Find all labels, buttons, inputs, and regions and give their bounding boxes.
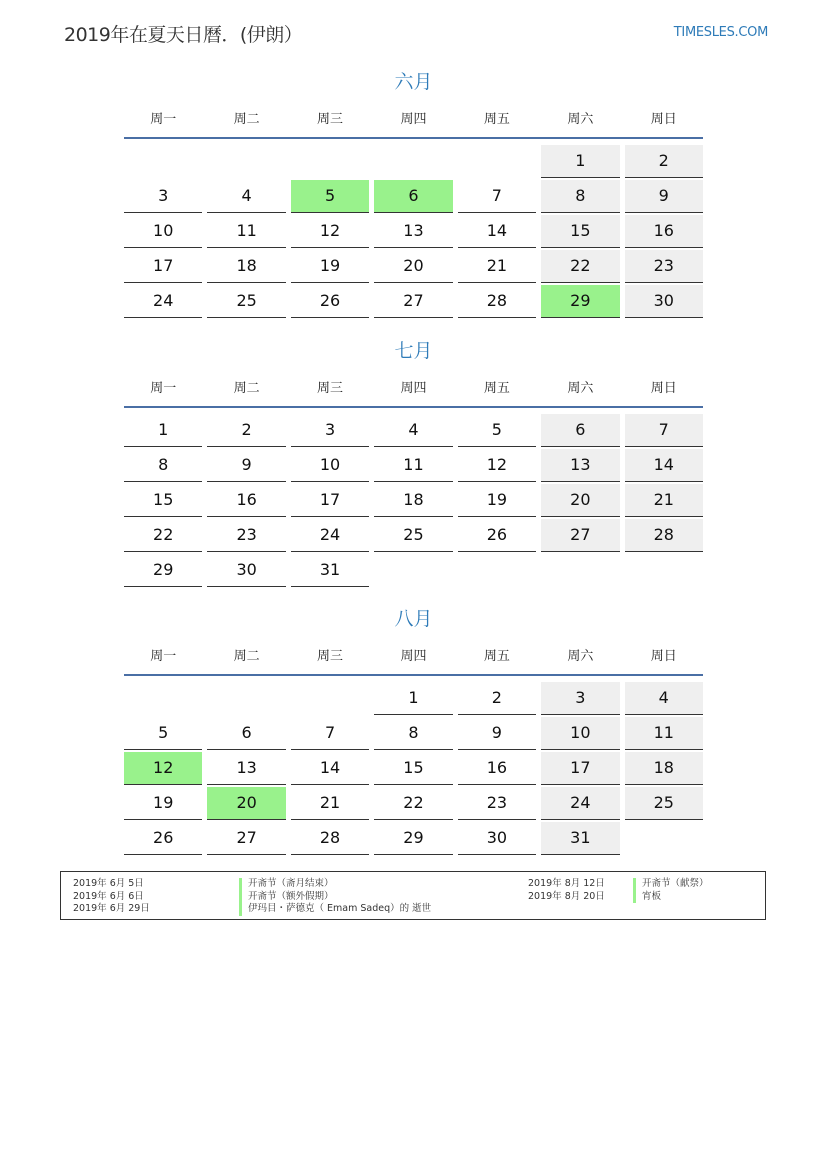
- legend-date: 2019年 8月 12日: [528, 878, 605, 889]
- empty-cell: [291, 682, 369, 714]
- day-cell: 16: [458, 752, 536, 785]
- weekday-label: 周六: [567, 111, 594, 127]
- weekday-label: 周三: [317, 111, 344, 127]
- day-cell: 3: [291, 414, 369, 447]
- day-cell: 21: [625, 484, 703, 517]
- weekday-label: 周三: [317, 380, 344, 396]
- legend-holiday-name: 宵板: [633, 891, 709, 904]
- month-title: 八月: [394, 608, 433, 630]
- day-cell: 23: [625, 250, 703, 283]
- month-title: 七月: [394, 340, 433, 362]
- week-row: [124, 484, 703, 517]
- week-row: [124, 180, 703, 213]
- empty-cell: [458, 145, 536, 177]
- page-title: 2019年在夏天日曆．(伊朗）: [64, 24, 303, 46]
- day-cell: 18: [374, 484, 452, 517]
- day-cell: 6: [541, 414, 619, 447]
- weekday-label: 周五: [483, 111, 510, 127]
- day-cell: 17: [291, 484, 369, 517]
- day-cell: 13: [374, 215, 452, 248]
- week-row: [124, 250, 703, 283]
- holiday-day-cell: 20: [207, 787, 285, 820]
- day-cell: 31: [541, 822, 619, 855]
- day-cell: 28: [625, 519, 703, 552]
- week-row: [124, 145, 703, 178]
- day-cell: 21: [291, 787, 369, 820]
- day-cell: 23: [458, 787, 536, 820]
- day-cell: 29: [124, 554, 202, 587]
- day-cell: 11: [374, 449, 452, 482]
- day-cell: 24: [291, 519, 369, 552]
- day-cell: 26: [124, 822, 202, 855]
- day-cell: 3: [541, 682, 619, 715]
- week-row: [124, 519, 703, 552]
- day-cell: 9: [207, 449, 285, 482]
- empty-cell: [625, 822, 703, 854]
- weekday-label: 周一: [150, 648, 177, 664]
- day-cell: 1: [541, 145, 619, 178]
- day-cell: 25: [207, 285, 285, 318]
- legend-holiday-name: 开斋节（额外假期）: [239, 891, 431, 904]
- week-row: [124, 822, 703, 855]
- day-cell: 8: [541, 180, 619, 213]
- legend-holiday-name: 开斋节（献祭）: [633, 878, 709, 891]
- weekday-label: 周二: [233, 380, 260, 396]
- day-cell: 14: [625, 449, 703, 482]
- day-cell: 7: [625, 414, 703, 447]
- weekday-label: 周二: [233, 111, 260, 127]
- legend-holiday-name: 伊玛目・萨德克（ Emam Sadeq）的 逝世: [239, 903, 431, 916]
- day-cell: 25: [625, 787, 703, 820]
- day-cell: 11: [625, 717, 703, 750]
- weekday-label: 周六: [567, 380, 594, 396]
- holiday-day-cell: 5: [291, 180, 369, 213]
- day-cell: 13: [541, 449, 619, 482]
- day-cell: 3: [124, 180, 202, 213]
- day-cell: 9: [625, 180, 703, 213]
- weeks-grid: [124, 676, 703, 855]
- day-cell: 16: [207, 484, 285, 517]
- day-cell: 5: [458, 414, 536, 447]
- week-row: [124, 215, 703, 248]
- day-cell: 1: [124, 414, 202, 447]
- day-cell: 27: [374, 285, 452, 318]
- day-cell: 22: [541, 250, 619, 283]
- empty-cell: [291, 145, 369, 177]
- weekday-header-row: [124, 97, 703, 139]
- weeks-grid: [124, 408, 703, 587]
- day-cell: 8: [374, 717, 452, 750]
- empty-cell: [207, 145, 285, 177]
- day-cell: 21: [458, 250, 536, 283]
- day-cell: 7: [458, 180, 536, 213]
- week-row: [124, 554, 703, 587]
- month-section: [124, 67, 703, 318]
- day-cell: 31: [291, 554, 369, 587]
- legend-left-names: [239, 878, 431, 916]
- legend-holiday-name: 开斋节（斋月结束）: [239, 878, 431, 891]
- legend-date: 2019年 6月 6日: [73, 890, 144, 902]
- day-cell: 28: [458, 285, 536, 318]
- empty-cell: [374, 554, 452, 586]
- day-cell: 10: [291, 449, 369, 482]
- legend-date: 2019年 6月 5日: [73, 878, 144, 889]
- holiday-day-cell: 29: [541, 285, 619, 318]
- empty-cell: [625, 554, 703, 586]
- day-cell: 17: [541, 752, 619, 785]
- day-cell: 12: [291, 215, 369, 248]
- day-cell: 11: [207, 215, 285, 248]
- empty-cell: [207, 682, 285, 714]
- day-cell: 24: [541, 787, 619, 820]
- day-cell: 15: [124, 484, 202, 517]
- day-cell: 9: [458, 717, 536, 750]
- day-cell: 19: [458, 484, 536, 517]
- week-row: [124, 449, 703, 482]
- empty-cell: [458, 554, 536, 586]
- month-title: 六月: [394, 71, 433, 93]
- day-cell: 6: [207, 717, 285, 750]
- site-link[interactable]: TIMESLES.COM: [673, 25, 768, 40]
- weekday-label: 周一: [150, 380, 177, 396]
- day-cell: 23: [207, 519, 285, 552]
- empty-cell: [541, 554, 619, 586]
- weekday-label: 周日: [650, 648, 677, 664]
- day-cell: 27: [207, 822, 285, 855]
- weekday-label: 周一: [150, 111, 177, 127]
- day-cell: 29: [374, 822, 452, 855]
- weekday-label: 周二: [233, 648, 260, 664]
- weekday-label: 周五: [483, 648, 510, 664]
- day-cell: 22: [124, 519, 202, 552]
- day-cell: 15: [374, 752, 452, 785]
- day-cell: 1: [374, 682, 452, 715]
- weeks-grid: [124, 139, 703, 318]
- day-cell: 20: [374, 250, 452, 283]
- day-cell: 18: [625, 752, 703, 785]
- day-cell: 25: [374, 519, 452, 552]
- legend-date: 2019年 8月 20日: [528, 890, 605, 902]
- month-section: [124, 336, 703, 587]
- day-cell: 13: [207, 752, 285, 785]
- day-cell: 5: [124, 717, 202, 750]
- month-section: [124, 604, 703, 855]
- day-cell: 8: [124, 449, 202, 482]
- day-cell: 2: [625, 145, 703, 178]
- legend-date: 2019年 6月 29日: [73, 903, 150, 914]
- day-cell: 30: [207, 554, 285, 587]
- day-cell: 30: [625, 285, 703, 318]
- weekday-label: 周四: [400, 648, 427, 664]
- day-cell: 18: [207, 250, 285, 283]
- day-cell: 4: [625, 682, 703, 715]
- day-cell: 26: [458, 519, 536, 552]
- day-cell: 2: [207, 414, 285, 447]
- weekday-label: 周五: [483, 380, 510, 396]
- weekday-header-row: [124, 634, 703, 676]
- week-row: [124, 414, 703, 447]
- day-cell: 22: [374, 787, 452, 820]
- empty-cell: [124, 682, 202, 714]
- week-row: [124, 752, 703, 785]
- day-cell: 2: [458, 682, 536, 715]
- weekday-header-row: [124, 366, 703, 408]
- legend-right-dates: [528, 878, 605, 903]
- weekday-label: 周六: [567, 648, 594, 664]
- day-cell: 17: [124, 250, 202, 283]
- weekday-label: 周三: [317, 648, 344, 664]
- holiday-legend: [60, 871, 766, 920]
- day-cell: 7: [291, 717, 369, 750]
- empty-cell: [374, 145, 452, 177]
- week-row: [124, 682, 703, 715]
- day-cell: 19: [291, 250, 369, 283]
- legend-left-dates: [73, 878, 150, 916]
- day-cell: 14: [458, 215, 536, 248]
- week-row: [124, 285, 703, 318]
- day-cell: 20: [541, 484, 619, 517]
- weekday-label: 周四: [400, 380, 427, 396]
- day-cell: 30: [458, 822, 536, 855]
- week-row: [124, 787, 703, 820]
- weekday-label: 周四: [400, 111, 427, 127]
- holiday-day-cell: 12: [124, 752, 202, 785]
- day-cell: 10: [541, 717, 619, 750]
- day-cell: 15: [541, 215, 619, 248]
- day-cell: 27: [541, 519, 619, 552]
- weekday-label: 周日: [650, 380, 677, 396]
- holiday-day-cell: 6: [374, 180, 452, 213]
- day-cell: 28: [291, 822, 369, 855]
- day-cell: 16: [625, 215, 703, 248]
- weekday-label: 周日: [650, 111, 677, 127]
- day-cell: 10: [124, 215, 202, 248]
- day-cell: 26: [291, 285, 369, 318]
- day-cell: 4: [207, 180, 285, 213]
- day-cell: 4: [374, 414, 452, 447]
- week-row: [124, 717, 703, 750]
- day-cell: 14: [291, 752, 369, 785]
- empty-cell: [124, 145, 202, 177]
- day-cell: 19: [124, 787, 202, 820]
- day-cell: 12: [458, 449, 536, 482]
- legend-right-names: [633, 878, 709, 903]
- day-cell: 24: [124, 285, 202, 318]
